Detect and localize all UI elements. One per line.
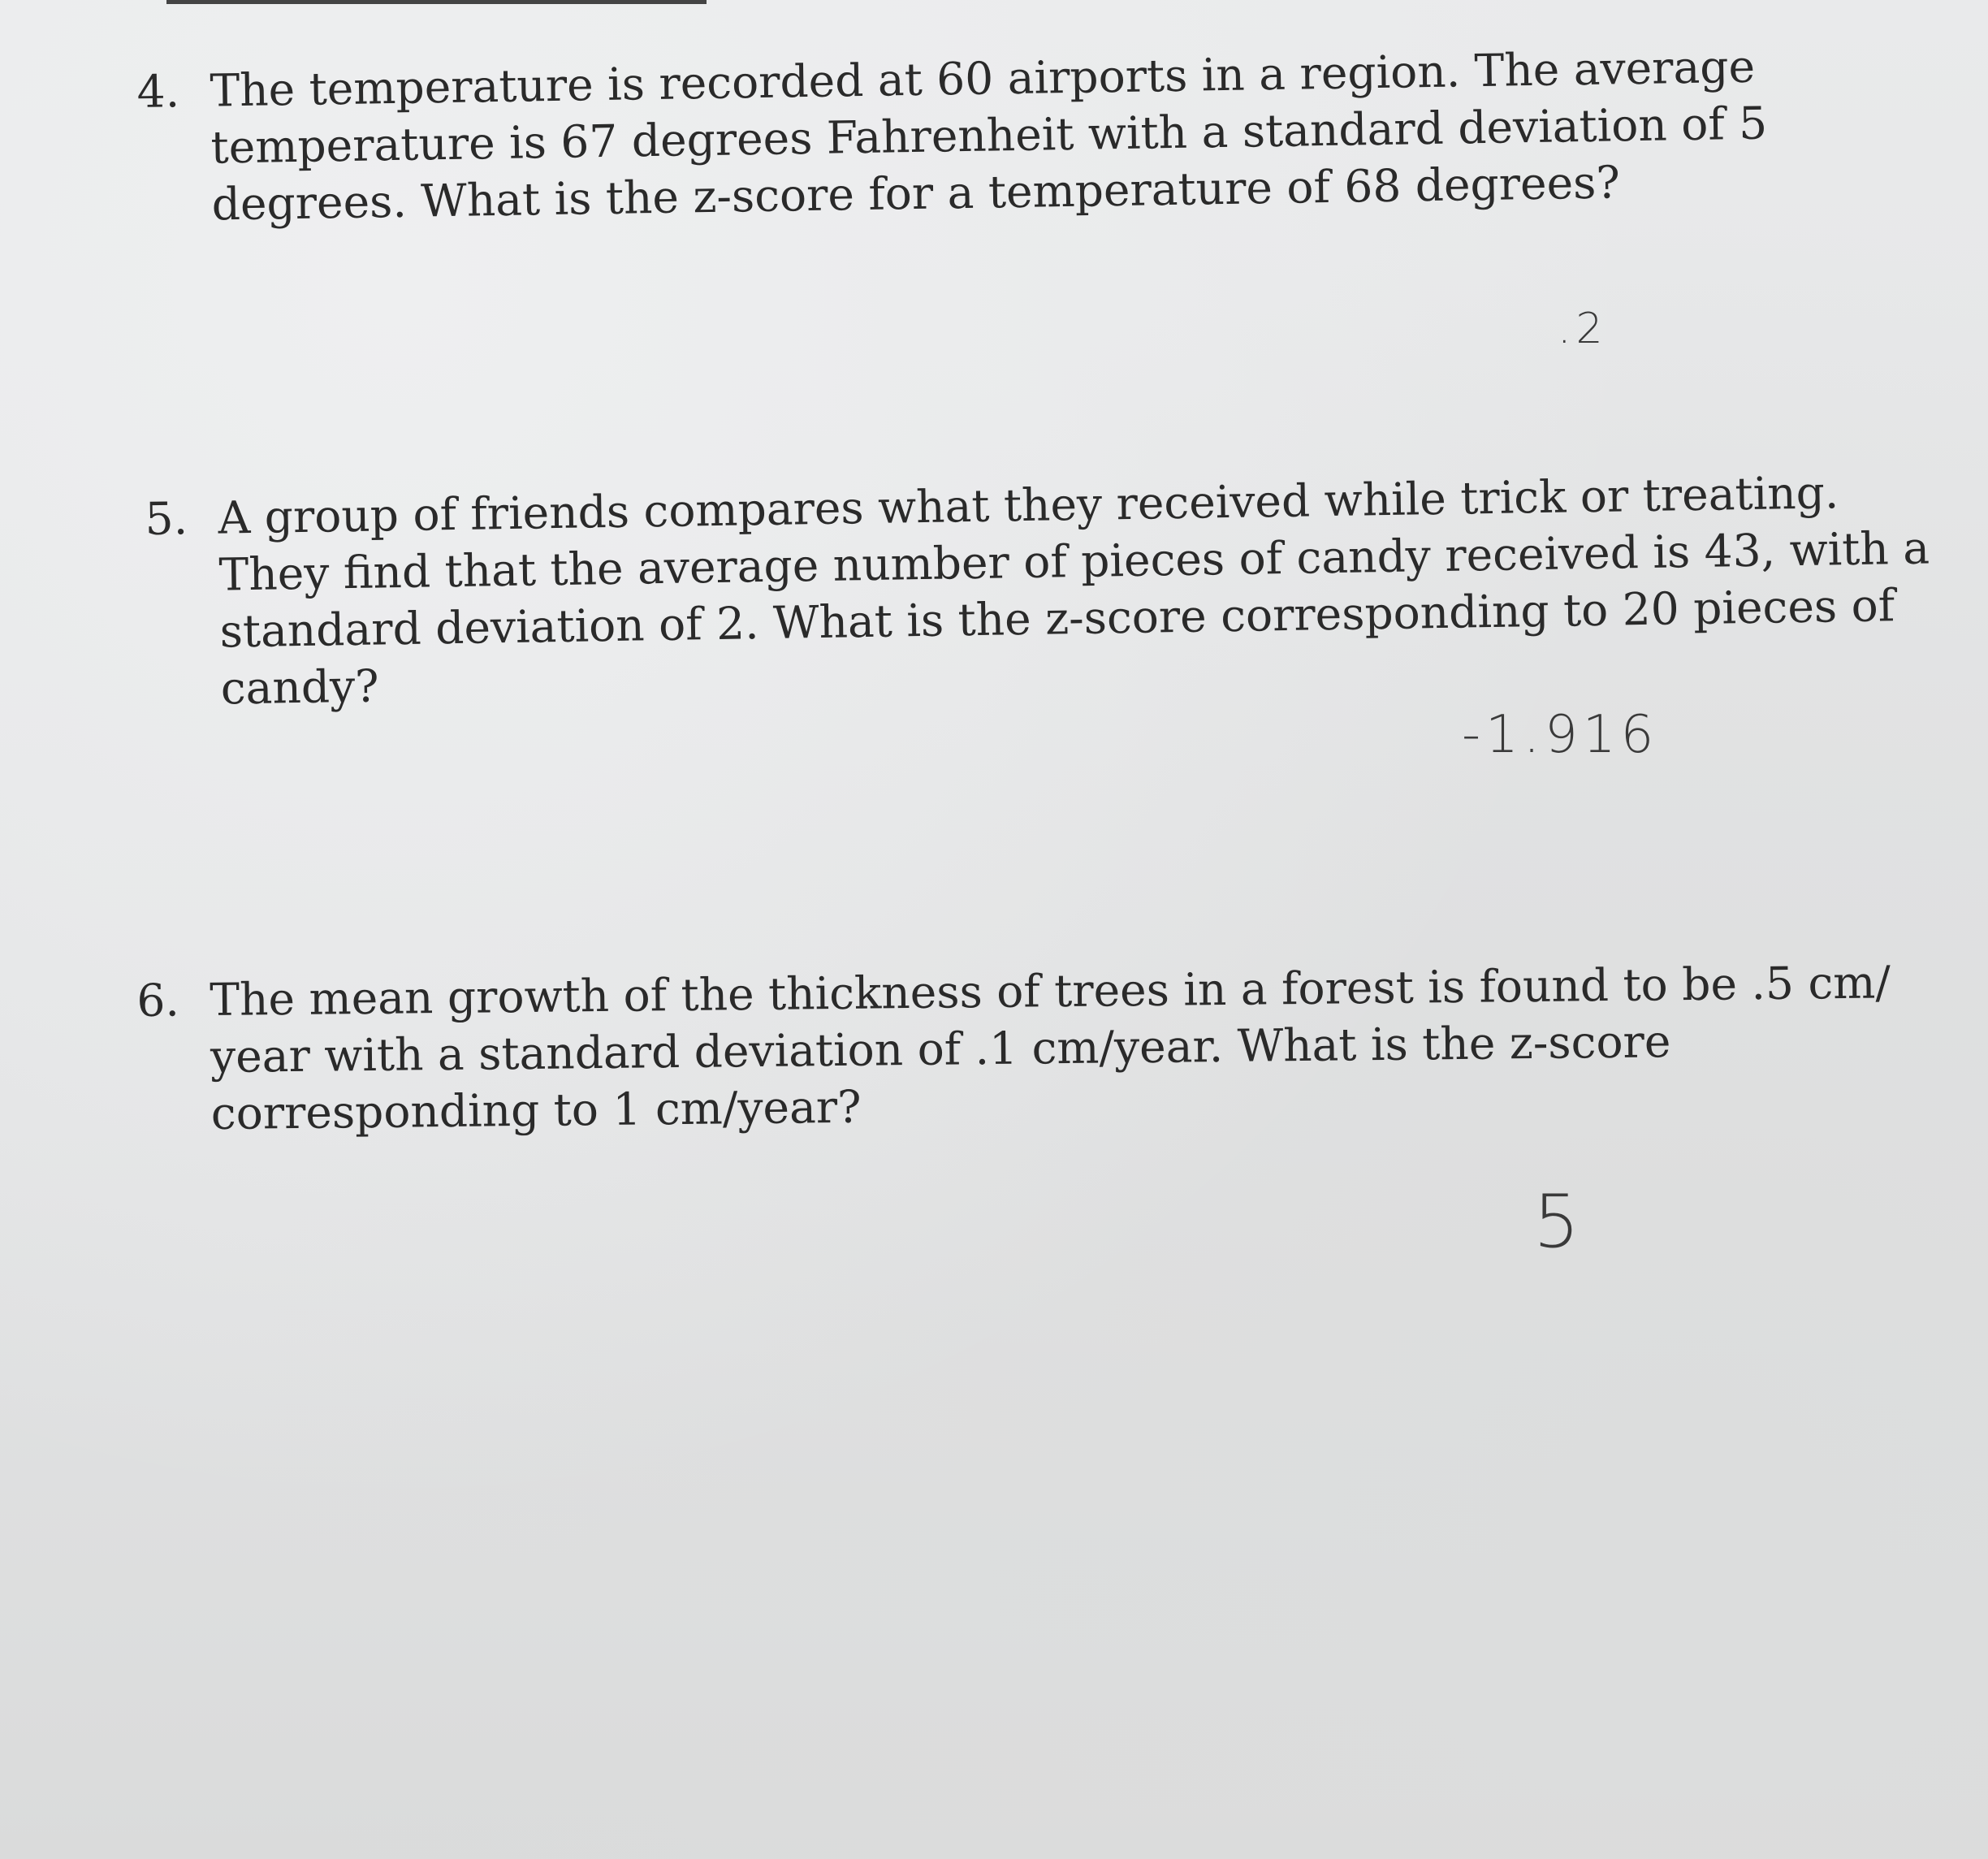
- question-number: 5.: [145, 492, 188, 545]
- question-line: The temperature is recorded at 60 airports in a region. The average: [210, 40, 1756, 117]
- handwritten-answer-5: -1.916: [1462, 705, 1659, 765]
- question-5: [145, 462, 1932, 717]
- question-line: The mean growth of the thickness of trees in a forest is found to be .5 cm/: [210, 956, 1891, 1027]
- question-line: candy?: [220, 659, 380, 715]
- question-number: 6.: [136, 974, 180, 1027]
- question-text: [210, 37, 1769, 232]
- question-line: year with a standard deviation of .1 cm/year. What is the z-score: [210, 1015, 1671, 1083]
- question-line: degrees. What is the z-score for a temperature of 68 degrees?: [211, 156, 1621, 231]
- question-4: [136, 37, 1769, 233]
- question-line: temperature is 67 degrees Fahrenheit with a standard deviation of 5: [210, 97, 1768, 174]
- handwritten-answer-6: 5: [1533, 1179, 1585, 1265]
- question-line: corresponding to 1 cm/year?: [210, 1080, 862, 1140]
- question-line: standard deviation of 2. What is the z-score corresponding to 20 pieces of: [219, 579, 1895, 658]
- question-line: They find that the average number of pieces of candy received is 43, with a: [218, 521, 1930, 601]
- question-line: A group of friends compares what they received while trick or treating.: [218, 466, 1839, 544]
- question-text: [218, 462, 1932, 716]
- question-number: 4.: [136, 65, 180, 118]
- question-6: [136, 953, 1892, 1143]
- top-rule-line: [166, 0, 707, 4]
- question-text: [210, 953, 1892, 1142]
- handwritten-answer-4: .2: [1558, 305, 1608, 353]
